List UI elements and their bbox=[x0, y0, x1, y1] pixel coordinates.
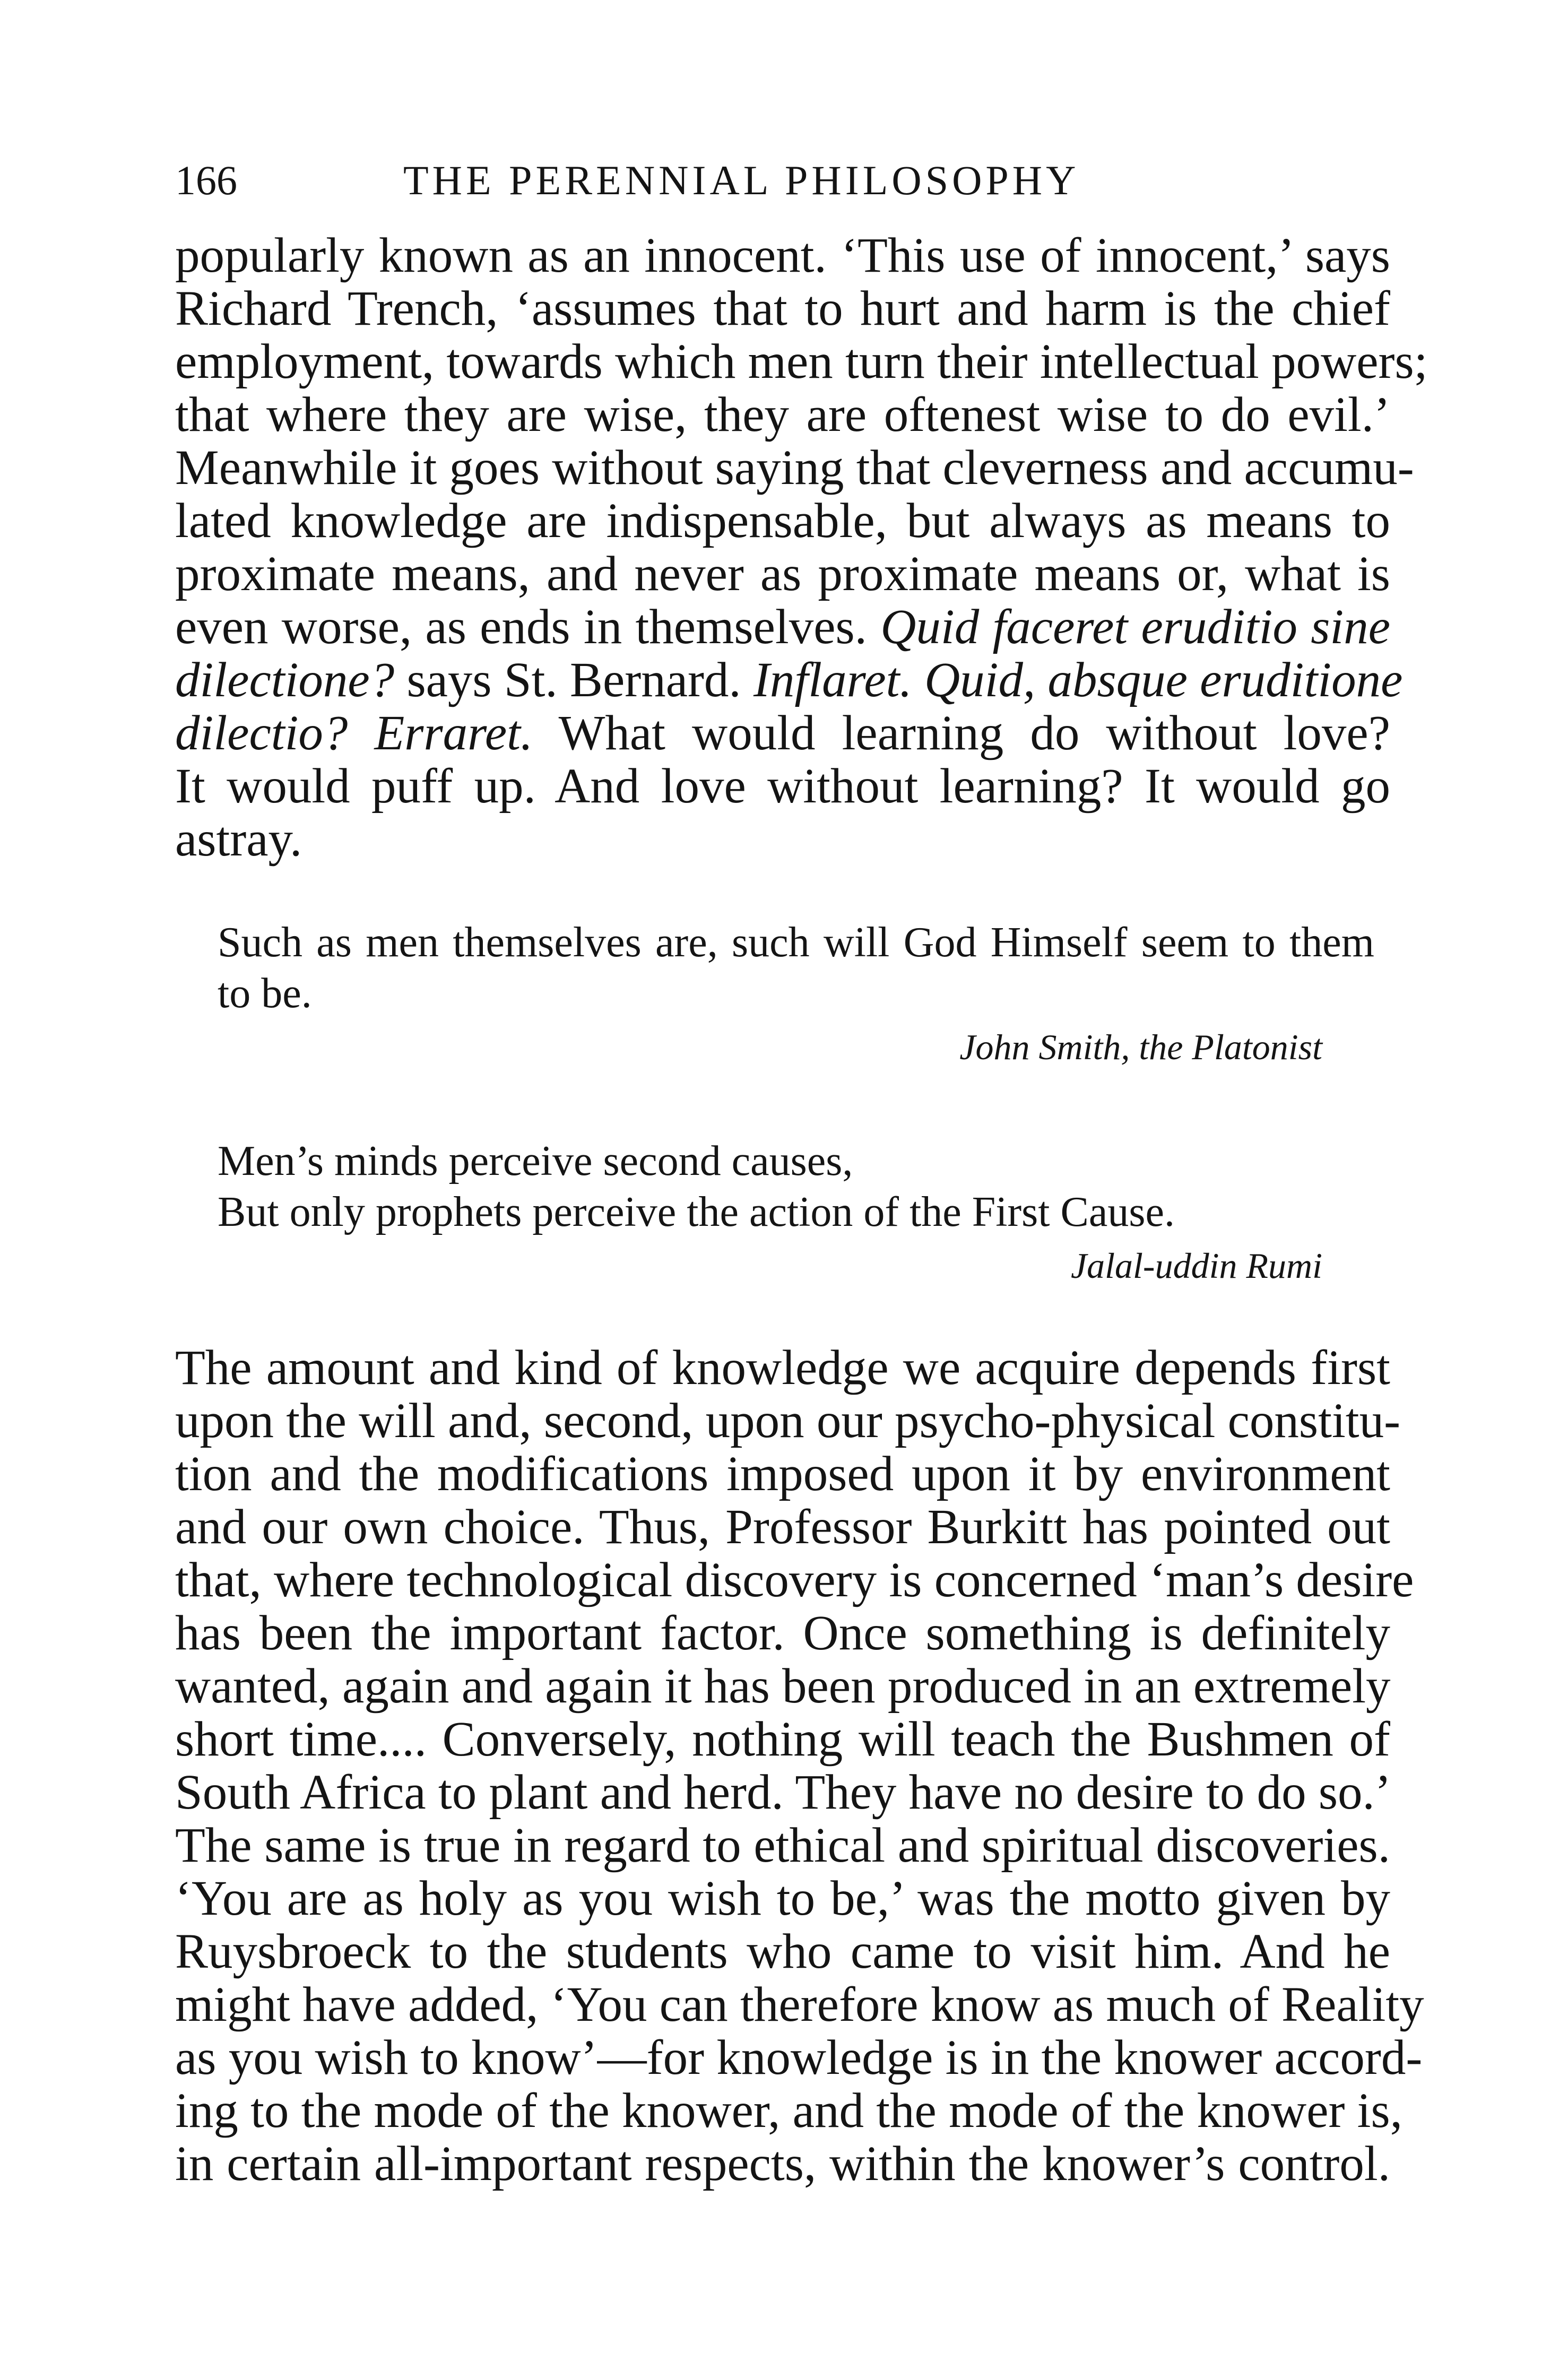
text-line: It would puff up. And love without learning? It would go bbox=[175, 759, 1390, 814]
text-line: The amount and kind of knowledge we acquire depends first bbox=[175, 1340, 1390, 1395]
text-line: Meanwhile it goes without saying that cleverness and accumu- bbox=[175, 440, 1414, 495]
text-segment: says St. Bernard. bbox=[394, 653, 753, 707]
quote-line: Such as men themselves are, such will God Himself seem to them bbox=[218, 919, 1374, 966]
quote-attribution: John Smith, the Platonist bbox=[959, 1027, 1322, 1067]
text-line: tion and the modifications imposed upon it by environment bbox=[175, 1447, 1390, 1501]
text-line bbox=[175, 601, 1390, 654]
text-line: might have added, ‘You can therefore know as much of Reality bbox=[175, 1977, 1424, 2032]
latin-quote: Inflaret. Quid, absque eruditione bbox=[753, 653, 1403, 707]
latin-quote: dilectione? bbox=[175, 653, 395, 707]
text-line: short time.... Conversely, nothing will teach the Bushmen of bbox=[175, 1712, 1390, 1767]
text-segment: even worse, as ends in themselves. bbox=[175, 600, 881, 654]
text-line: in certain all-important respects, within the knower’s control. bbox=[175, 2137, 1390, 2191]
running-head: THE PERENNIAL PHILOSOPHY bbox=[403, 157, 1080, 203]
latin-quote: Quid faceret eruditio sine bbox=[880, 600, 1391, 654]
text-line: Richard Trench, ‘assumes that to hurt and harm is the chief bbox=[175, 281, 1390, 336]
text-line: and our own choice. Thus, Professor Burkitt has pointed out bbox=[175, 1500, 1390, 1554]
page-number: 166 bbox=[175, 157, 237, 203]
latin-quote: dilectio? Erraret. bbox=[175, 706, 533, 760]
text-line: South Africa to plant and herd. They have no desire to do so.’ bbox=[175, 1765, 1391, 1820]
text-line: employment, towards which men turn their intellectual powers; bbox=[175, 334, 1428, 389]
text-line: Ruysbroeck to the students who came to visit him. And he bbox=[175, 1924, 1390, 1979]
text-line: lated knowledge are indispensable, but always as means to bbox=[175, 494, 1390, 548]
text-line: ‘You are as holy as you wish to be,’ was the motto given by bbox=[175, 1871, 1390, 1926]
text-line: upon the will and, second, upon our psycho-physical constitu- bbox=[175, 1394, 1401, 1448]
text-line: popularly known as an innocent. ‘This use of innocent,’ says bbox=[175, 228, 1390, 283]
text-line: that, where technological discovery is concerned ‘man’s desire bbox=[175, 1553, 1414, 1607]
page-header bbox=[175, 151, 1396, 210]
text-line: has been the important factor. Once something is definitely bbox=[175, 1606, 1390, 1660]
quote-attribution: Jalal-uddin Rumi bbox=[1070, 1245, 1322, 1286]
text-line: that where they are wise, they are oftenest wise to do evil.’ bbox=[175, 387, 1390, 442]
quote-line: Men’s minds perceive second causes, bbox=[218, 1138, 853, 1184]
text-line bbox=[175, 707, 1390, 760]
quote-line: But only prophets perceive the action of the First Cause. bbox=[218, 1189, 1175, 1235]
text-line bbox=[175, 653, 1403, 707]
text-line: wanted, again and again it has been produced in an extremely bbox=[175, 1659, 1391, 1714]
text-line: astray. bbox=[175, 812, 302, 867]
text-line: proximate means, and never as proximate means or, what is bbox=[175, 547, 1390, 601]
text-line: ing to the mode of the knower, and the mode of the knower is, bbox=[175, 2083, 1402, 2138]
quote-line: to be. bbox=[218, 970, 312, 1017]
text-line: as you wish to know’—for knowledge is in the knower accord- bbox=[175, 2030, 1423, 2085]
text-line: The same is true in regard to ethical and spiritual discoveries. bbox=[175, 1818, 1390, 1873]
text-segment: What would learning do without love? bbox=[533, 706, 1390, 760]
